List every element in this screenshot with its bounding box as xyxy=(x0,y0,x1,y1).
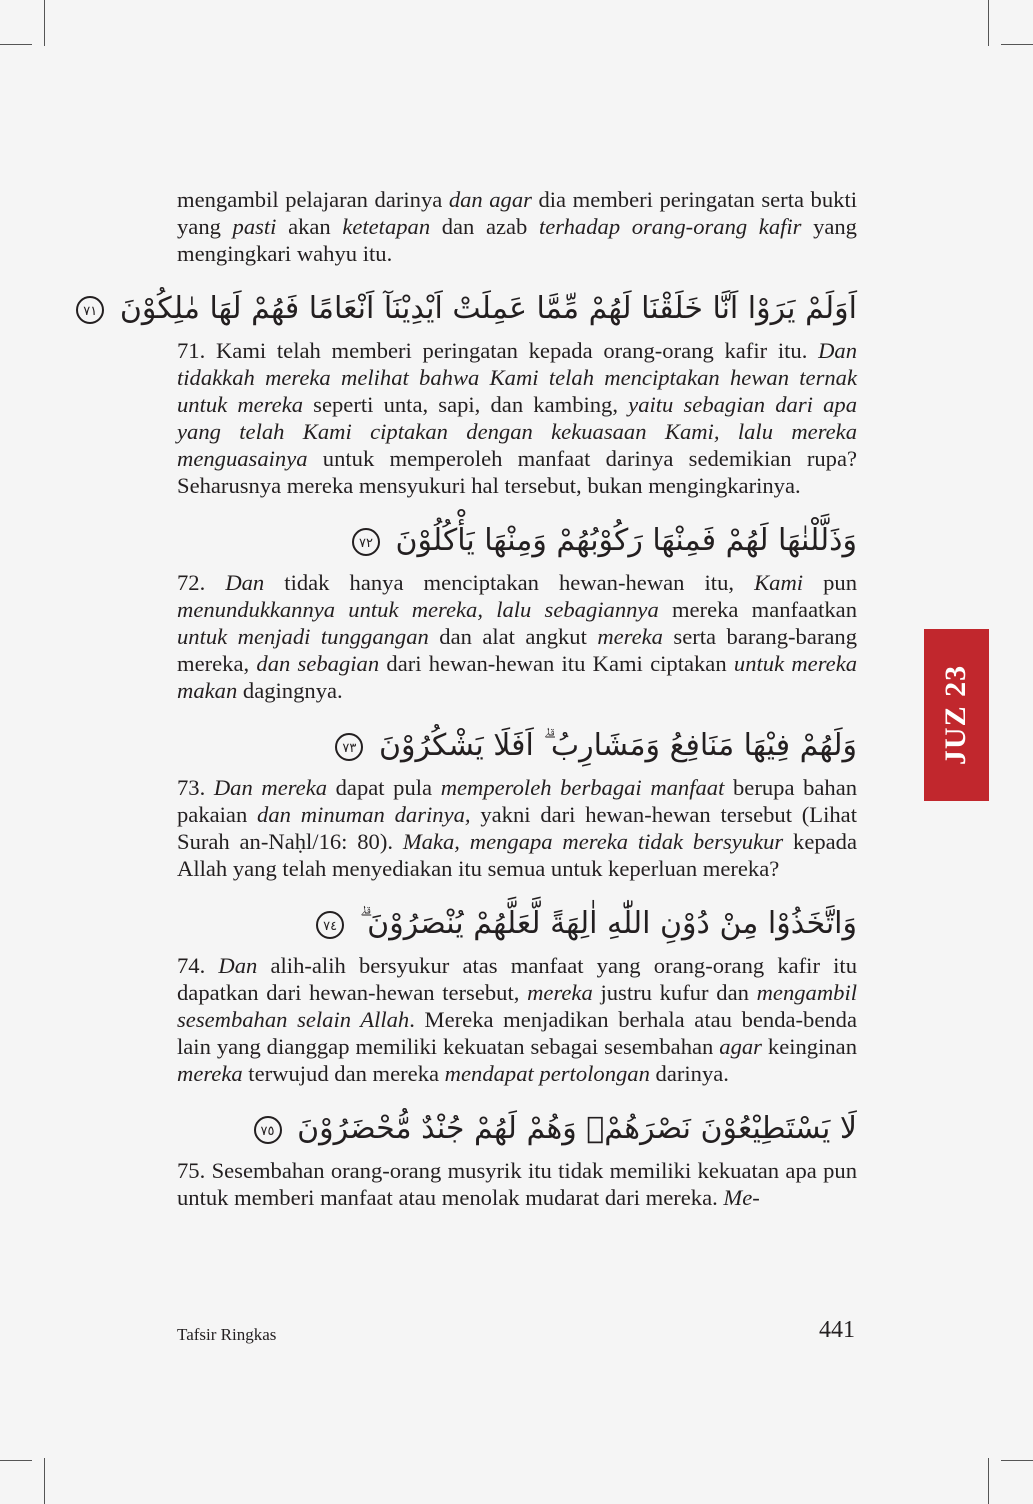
crop-mark xyxy=(0,1460,32,1461)
text-run: yang mengingkari wahyu itu. xyxy=(177,214,857,266)
text-run: dan azab xyxy=(430,214,539,239)
italic-run: Kami xyxy=(754,570,804,595)
crop-mark xyxy=(988,1458,989,1504)
crop-mark xyxy=(44,1458,45,1504)
text-run: 73. xyxy=(177,775,214,800)
text-run: mereka manfaatkan xyxy=(658,597,858,622)
text-run: kepada Allah yang telah menyediakan itu semua untuk keperluan mereka? xyxy=(177,829,857,881)
text-run: yakni dari hewan-hewan tersebut (Lihat Surah an-Naḥl/16: 80). xyxy=(177,802,857,854)
crop-mark xyxy=(1001,1460,1033,1461)
text-run: akan xyxy=(276,214,343,239)
text-run: 74. xyxy=(177,953,219,978)
text-run: alih-alih bersyukur atas manfaat yang orang-orang kafir itu dapatkan dari hewan-hewan tersebut, xyxy=(177,953,857,1005)
text-run: dan alat angkut xyxy=(428,624,598,649)
italic-run: mengambil sesembahan selain Allah xyxy=(177,980,857,1032)
page-body xyxy=(83,186,858,1211)
italic-run: Dan tidakkah mereka melihat bahwa Kami telah menciptakan hewan ternak untuk mereka xyxy=(177,338,857,417)
arabic-verse xyxy=(83,289,857,329)
arabic-verse xyxy=(177,726,857,766)
text-run: tidak hanya menciptakan hewan-hewan itu, xyxy=(264,570,755,595)
text-run: keinginan xyxy=(761,1034,857,1059)
text-run: 72. xyxy=(177,570,226,595)
text-run: darinya. xyxy=(649,1061,729,1086)
italic-run: dan agar xyxy=(448,187,532,212)
text-run: untuk memperoleh manfaat darinya sedemikian rupa? Seharusnya mereka mensyukuri hal tersebut, bukan mengingkarinya. xyxy=(177,446,857,498)
italic-run: untuk mereka makan xyxy=(177,651,858,703)
text-run: seperti unta, sapi, dan kambing, xyxy=(303,392,629,417)
crop-mark xyxy=(44,0,45,46)
italic-run: pasti xyxy=(232,214,277,239)
italic-run: dan sebagian xyxy=(256,651,380,676)
verse-translation xyxy=(177,774,857,882)
ayah-number-icon: ٧٥ xyxy=(254,1116,282,1144)
ayah-number-icon: ٧١ xyxy=(76,296,104,324)
arabic-verse xyxy=(177,521,857,561)
italic-run: dan minuman darinya, xyxy=(257,802,471,827)
italic-run: agar xyxy=(719,1034,762,1059)
verse-block xyxy=(83,289,857,499)
crop-mark xyxy=(1001,44,1033,45)
italic-run: Dan xyxy=(225,570,265,595)
italic-run: menundukkannya untuk mereka, lalu sebagiannya xyxy=(177,597,659,622)
text-run: dari hewan-hewan itu Kami ciptakan xyxy=(379,651,734,676)
italic-run: memperoleh berbagai manfaat xyxy=(440,775,725,800)
page-number: 441 xyxy=(819,1317,855,1343)
italic-run: mereka xyxy=(597,624,663,649)
italic-run: mereka xyxy=(527,980,593,1005)
verse-translation xyxy=(177,569,857,704)
verse-translation xyxy=(177,337,857,499)
text-run: mengambil pelajaran darinya xyxy=(177,187,449,212)
italic-run: Dan xyxy=(218,953,258,978)
crop-mark xyxy=(0,44,32,45)
italic-run: Dan mereka xyxy=(213,775,328,800)
text-run: terwujud dan mereka xyxy=(242,1061,445,1086)
text-run: berupa bahan pakaian xyxy=(177,775,858,827)
verse-block xyxy=(177,1109,857,1211)
arabic-text: وَلَهُمْ فِيْهَا مَنَافِعُ وَمَشَارِبُ ۗ اَفَلَا يَشْكُرُوْنَ xyxy=(378,728,857,763)
arabic-text: اَوَلَمْ يَرَوْا اَنَّا خَلَقْنَا لَهُمْ مِّمَّا عَمِلَتْ اَيْدِيْنَآ اَنْعَامًا فَهُمْ لَهَا مٰلِكُوْنَ xyxy=(119,291,857,326)
verse-block xyxy=(177,521,857,704)
verse-block xyxy=(177,904,857,1087)
text-run: serta barang-barang mereka, xyxy=(177,624,857,676)
verse-translation xyxy=(177,952,857,1087)
ayah-number-icon: ٧٣ xyxy=(335,733,363,761)
arabic-verse xyxy=(177,1109,857,1149)
italic-run: mereka xyxy=(177,1061,243,1086)
opening-paragraph xyxy=(177,186,857,267)
verse-translation xyxy=(177,1157,857,1211)
arabic-text: لَا يَسْتَطِيْعُوْنَ نَصْرَهُمْۙ وَهُمْ لَهُمْ جُنْدٌ مُّحْضَرُوْنَ xyxy=(297,1111,857,1146)
text-run: dapat pula xyxy=(327,775,441,800)
juz-tab xyxy=(924,629,989,801)
italic-run: Maka, mengapa mereka tidak bersyukur xyxy=(402,829,784,854)
italic-run: untuk menjadi tunggangan xyxy=(177,624,429,649)
text-run: . Mereka menjadikan berhala atau benda-benda lain yang dianggap memiliki kekuatan sebagai sesembahan xyxy=(177,1007,857,1059)
text-run: pun xyxy=(803,570,858,595)
arabic-verse xyxy=(177,904,857,944)
crop-mark xyxy=(988,0,989,46)
text-run: dia memberi peringatan serta bukti yang xyxy=(177,187,857,239)
verse-block xyxy=(177,726,857,882)
arabic-text: وَاتَّخَذُوْا مِنْ دُوْنِ اللّٰهِ اٰلِهَةً لَّعَلَّهُمْ يُنْصَرُوْنَ ۗ xyxy=(359,906,857,941)
italic-run: mendapat pertolongan xyxy=(444,1061,650,1086)
text-run: dagingnya. xyxy=(237,678,343,703)
italic-run: ketetapan xyxy=(342,214,431,239)
text-run: justru kufur dan xyxy=(592,980,757,1005)
ayah-number-icon: ٧٢ xyxy=(352,528,380,556)
text-run: 75. Sesembahan orang-orang musyrik itu tidak memiliki kekuatan apa pun untuk memberi manfaat atau menolak mudarat dari mereka. xyxy=(177,1158,857,1210)
ayah-number-icon: ٧٤ xyxy=(316,911,344,939)
italic-run: yaitu sebagian dari apa yang telah Kami ciptakan dengan kekuasaan Kami, lalu mereka menguasainya xyxy=(177,392,857,471)
italic-run: terhadap orang-orang kafir xyxy=(538,214,802,239)
juz-label: JUZ 23 xyxy=(939,664,973,766)
italic-run: Me- xyxy=(723,1185,760,1210)
footer-book-title: Tafsir Ringkas xyxy=(177,1325,277,1344)
text-run: 71. Kami telah memberi peringatan kepada orang-orang kafir itu. xyxy=(177,338,819,363)
arabic-text: وَذَلَّلْنٰهَا لَهُمْ فَمِنْهَا رَكُوْبُهُمْ وَمِنْهَا يَأْكُلُوْنَ xyxy=(395,523,857,558)
